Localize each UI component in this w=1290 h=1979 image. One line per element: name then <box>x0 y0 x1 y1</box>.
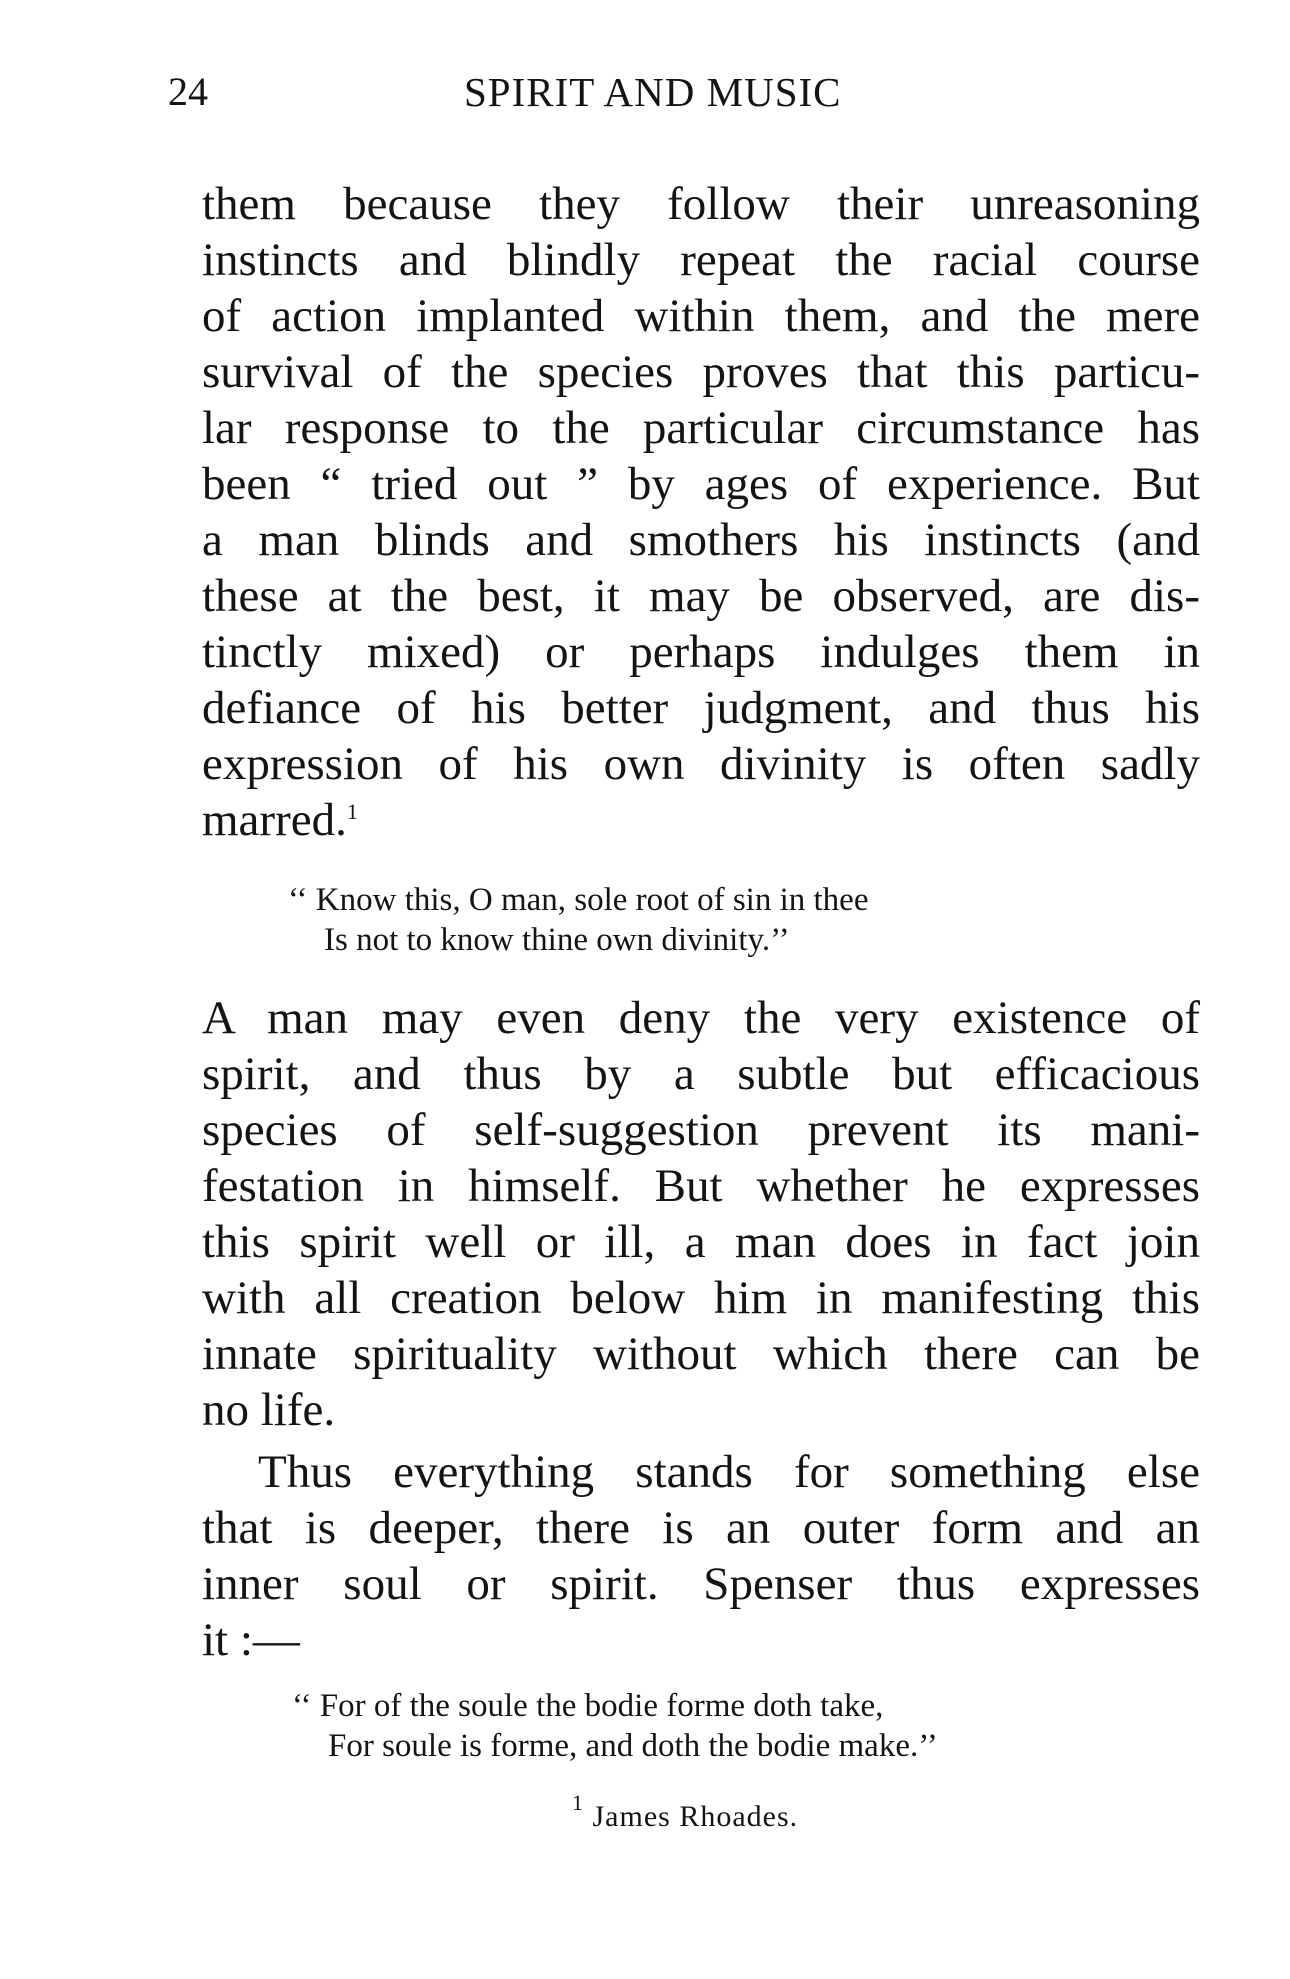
verse-line: For soule is forme, and doth the bodie make.’’ <box>328 1728 938 1764</box>
text-line: tinctly mixed) or perhaps indulges them in <box>202 626 1200 678</box>
text-line: expression of his own divinity is often sadly <box>202 738 1200 790</box>
text-line: innate spirituality without which there can be <box>202 1328 1200 1380</box>
verse-line: ‘‘ For of the soule the bodie forme doth take, <box>292 1688 884 1724</box>
footnote-reference: 1 <box>346 799 358 824</box>
paragraph-3 <box>202 1444 1200 1668</box>
text-line: defiance of his better judgment, and thus his <box>202 682 1200 734</box>
text-line: that is deeper, there is an outer form and an <box>202 1502 1200 1554</box>
text-line: them because they follow their unreasoning <box>202 178 1200 230</box>
text-line: survival of the species proves that this particu- <box>202 346 1200 398</box>
text-line: species of self-suggestion prevent its mani- <box>202 1104 1200 1156</box>
verse-quote-2 <box>292 1686 938 1766</box>
verse-line: ‘‘ Know this, O man, sole root of sin in thee <box>288 882 869 918</box>
text-line: Thus everything stands for something else <box>258 1446 1200 1498</box>
text-line: this spirit well or ill, a man does in fact join <box>202 1216 1200 1268</box>
page-number: 24 <box>168 69 208 114</box>
text-line: it :— <box>202 1614 300 1666</box>
footnote-text: James Rhoades. <box>592 1800 799 1833</box>
text-line: of action implanted within them, and the mere <box>202 290 1200 342</box>
paragraph-2 <box>202 990 1200 1438</box>
verse-line: Is not to know thine own divinity.’’ <box>324 922 790 958</box>
text-line: spirit, and thus by a subtle but efficacious <box>202 1048 1200 1100</box>
text-line: been “ tried out ” by ages of experience. But <box>202 458 1200 510</box>
running-head: SPIRIT AND MUSIC <box>464 69 842 115</box>
footnote-mark: 1 <box>572 1790 584 1815</box>
text-line: A man may even deny the very existence of <box>202 992 1200 1044</box>
paragraph-1 <box>202 176 1200 848</box>
verse-quote-1 <box>288 880 868 960</box>
text-fragment: marred. <box>202 794 347 846</box>
text-line: no life. <box>202 1384 336 1436</box>
text-line: festation in himself. But whether he expresses <box>202 1160 1200 1212</box>
text-line: instincts and blindly repeat the racial course <box>202 234 1200 286</box>
text-line: a man blinds and smothers his instincts (and <box>202 514 1200 566</box>
text-line: lar response to the particular circumstance has <box>202 402 1200 454</box>
text-line: these at the best, it may be observed, are dis- <box>202 570 1200 622</box>
text-line: with all creation below him in manifesting this <box>202 1272 1200 1324</box>
text-line: inner soul or spirit. Spenser thus expresses <box>202 1558 1200 1610</box>
footnote <box>572 1790 799 1833</box>
text-line-last <box>202 792 1200 848</box>
